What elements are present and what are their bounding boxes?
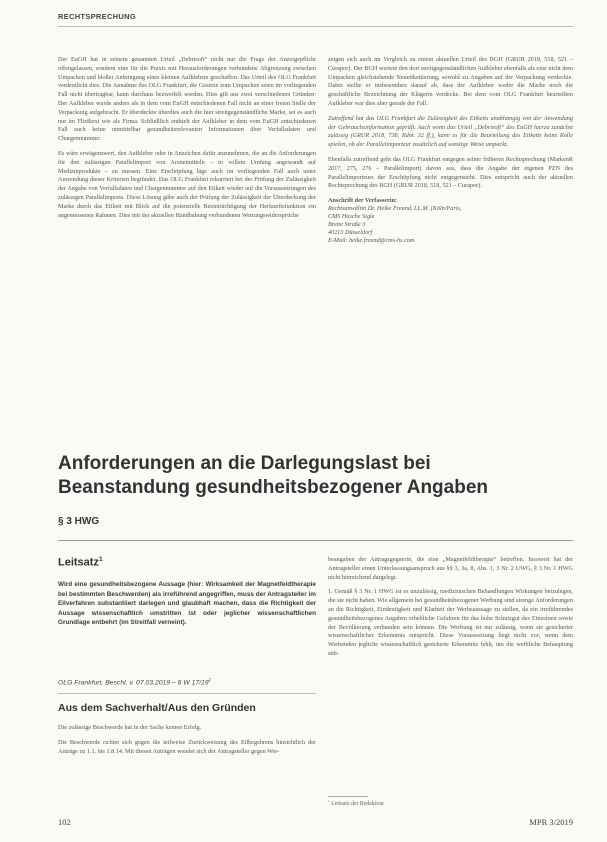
article-title: Anforderungen an die Darlegungslast bei Beanstandung gesundheitsbezogener Angaben: [58, 453, 489, 498]
address-line: E-Mail: heike.freund@cms-hs.com: [328, 237, 415, 245]
footnote-text: Leitsatz der Redaktion: [331, 800, 384, 807]
page-number: 102: [58, 817, 71, 827]
author-address: [328, 197, 573, 245]
law-reference: § 3 HWG: [58, 516, 100, 527]
previous-article-left-column: [58, 56, 316, 226]
article-right-column: [328, 556, 573, 665]
facts-heading: Aus dem Sachverhalt/Aus den Gründen: [58, 702, 256, 714]
address-line: Rechtsanwältin Dr. Heike Freund, LL.M. (Köln/Paris,: [328, 205, 462, 213]
address-heading: Anschrift der Verfasserin:: [328, 197, 397, 205]
footnote: [328, 799, 384, 807]
paragraph: Es wäre erwägenswert, den Aufkleber oder in Anzeichen dafür anzunehmen, die an die Anforderungen für den zulässigen Parallelimport von Arzneimitteln – in vollem Umfang angewandt auf Medizinprodukte – zu messen. Eine Erschöpfung läge auch im vorliegenden Fall auch unter Anwendung dieser Kriterien begründet. Das OLG Frankfurt rekurriert bei der Prüfung der Zulässigkeit der Angabe von Verfallsdaten und Chargennummer auf den Etikett wieder auf die Voraussetzungen des zulässigen Parallelimports. Diese Lösung gäbe auch der Prüfung der Zulässigkeit der Überdeckung der Marke durch das Etikett mit Blick auf die potenzielle Beeinträchtigung der Herkunftsfunktion ein angemessenen Rahmen. Dies mit der aktuellen Handhabung verbundenen Wertungswidersprüche: [58, 149, 316, 219]
leitsatz-heading: [58, 556, 103, 569]
paragraph: Die zulässige Beschwerde hat in der Sache keinen Erfolg.: [58, 724, 202, 731]
article-rule: [58, 540, 573, 541]
court-citation-text: OLG Frankfurt, Beschl. v. 07.03.2019 – 6 W 17/19: [58, 679, 209, 687]
paragraph: Ebenfalls zutreffend geht das OLG Frankfurt entgegen seiner früheren Rechtsprechung (MarkenR 2017, 275, 276 – Parallelimport) davon aus, dass die Angabe der eigenen PZN des Parallelimporteurs der Erschöpfung nicht entgegensteht. Dies entspricht auch der aktuellen Rechtsprechung des BGH (GRUR 2018, 518, 521 – Curapor).: [328, 155, 573, 190]
section-label: RECHTSPRECHUNG: [58, 12, 136, 21]
leitsatz-heading-text: Leitsatz: [58, 556, 99, 569]
footnote-rule: [328, 796, 368, 797]
citation-marker: 2: [208, 677, 211, 682]
citation-rule: [58, 693, 316, 694]
address-line: Breite Straße 3: [328, 221, 366, 229]
paragraph: beangaben der Antragsgegnerin, die eine „Magnetfeldtherapie“ betreffen. Insoweit hat der Antragsteller einen Unterlassungsanspruch aus §§ 3, 3a, 8, Abs. 1, 3 Nr. 2 UWG, § 3 Nr. 1 HWG nicht hinreichend dargelegt.: [328, 556, 573, 581]
court-citation: [58, 677, 316, 686]
previous-article-right-column: [328, 56, 573, 245]
issue-label: MPR 3/2019: [529, 817, 573, 827]
leitsatz-text: Wird eine gesundheitsbezogene Aussage (hier: Wirksamkeit der Magnetfeldtherapie bei bestimmten Beschwerden) als irreführend angegriffen, muss der Antragsteller im Eilverfahren substantiiert darlegen und glaubhaft machen, dass die Richtigkeit der Aussage wissenschaftlich umstritten ist oder jeglicher wissenschaftlichen Grundlage entbehrt (im Streitfall verneint).: [58, 581, 316, 626]
paragraph: Der EuGH hat in seinem genannten Urteil „Debrisoft“ nicht nur die Frage der Anzeigepflicht offengelassen, sondern eine für die Praxis mit Herausforderungen verbundene Abgrenzung zwischen Umpacken und bloßer Anbringung eines kleinen Aufklebers geschaffen. Das Urteil des OLG Frankfurt verdeutlicht dies. Die Annahme des OLG Frankfurt, die Gesetze zum Umpacken seien im vorliegenden Fall nicht übertragbar, kann durchaus bezweifelt werden. Dies gilt aus zwei verschiedenen Gründen: Der Aufkleber wurde anders als in dem vom EuGH entschiedenen Fall nicht an einer freien Stelle der Verpackung aufgebracht. Er überdeckte überdies auch die hier streitgegenständliche Marke, sei es auch nur im Fließtext wie als Firma. Schließlich enthielt der Aufkleber in dem vom EuGH entschiedenen Fall auch keine unmittelbar gesundheitsrelevanten Informationen über Verfallsdaten und Chargennummer.: [58, 56, 316, 143]
footnote-number: 1: [328, 799, 330, 803]
paragraph: 1. Gemäß § 3 Nr. 1 HWG ist es unzulässig, medizinischen Behandlungen Wirkungen beizulegen, die sie nicht haben. Wie allgemein bei gesundheitsbezogener Werbung sind strenge Anforderungen an die Richtigkeit, Eindeutigkeit und Klarheit der Werbeaussage zu stellen, da ein irreführendes gesundheitsbezogenes Angaben erhebliche Gefahren für das hohe Schutzgut des Einzelnen sowie der Bevölkerung verbunden sein können. Die Werbung ist nur zulässig, wenn sie gesicherter wissenschaftlicher Erkenntnis entspricht. Diese Voraussetzung liegt nicht vor, wenn dem Werbenden jegliche wissenschaftlich gesicherte Erkenntnis fehlt, um die werbliche Behauptung stüt-: [328, 588, 573, 657]
paragraph: Zutreffend hat das OLG Frankfurt die Zulässigkeit des Etiketts unabhängig von der Anwendung der Gebrauchsinformation geprüft. Auch wenn das Urteil „Debrisoft“ des EuGH hierzu zunächst zulässig (GRUR 2018, 738, Rdnr. 32 ff.), kann es für die Beurteilung des Etiketts keine Rolle spielen, ob der Parallelimporteur zusätzlich auf sonstige Weise umpackt.: [328, 114, 573, 149]
address-line: CMS Hasche Sigle: [328, 213, 375, 221]
address-line: 40213 Düsseldorf: [328, 229, 373, 237]
paragraph: zeigen sich auch im Vergleich zu einem aktuellen Urteil des BGH (GRUR 2018, 518, 521 – Curapor). Der BGH wertete den dort streitgegenständlichen Aufkleber ebenfalls als eine nicht dem Umpacken gleichstehende Neuetikettierung, sowohl zu Angaben auf der Verpackung verdeckte. Dabei stellte er insbesondere darauf ab, dass der Aufkleber weder die Marke noch die geschäftliche Bezeichnung der Klägerin verdecke. Bei dem vom OLG Frankfurt beurteilten Aufkleber war dies aber gerade der Fall.: [328, 56, 573, 107]
paragraph: Die Beschwerde richtet sich gegen die teilweise Zurückweisung des Eilbegehrens hinsichtlich der Anträge zu 1.1. bis 1.8.14. Mit diesen Anträgen wendet sich der Antragsteller gegen Wer-: [58, 738, 316, 755]
header-rule: [58, 26, 573, 27]
footnote-marker: 1: [98, 556, 103, 563]
article-left-column: [58, 724, 316, 762]
